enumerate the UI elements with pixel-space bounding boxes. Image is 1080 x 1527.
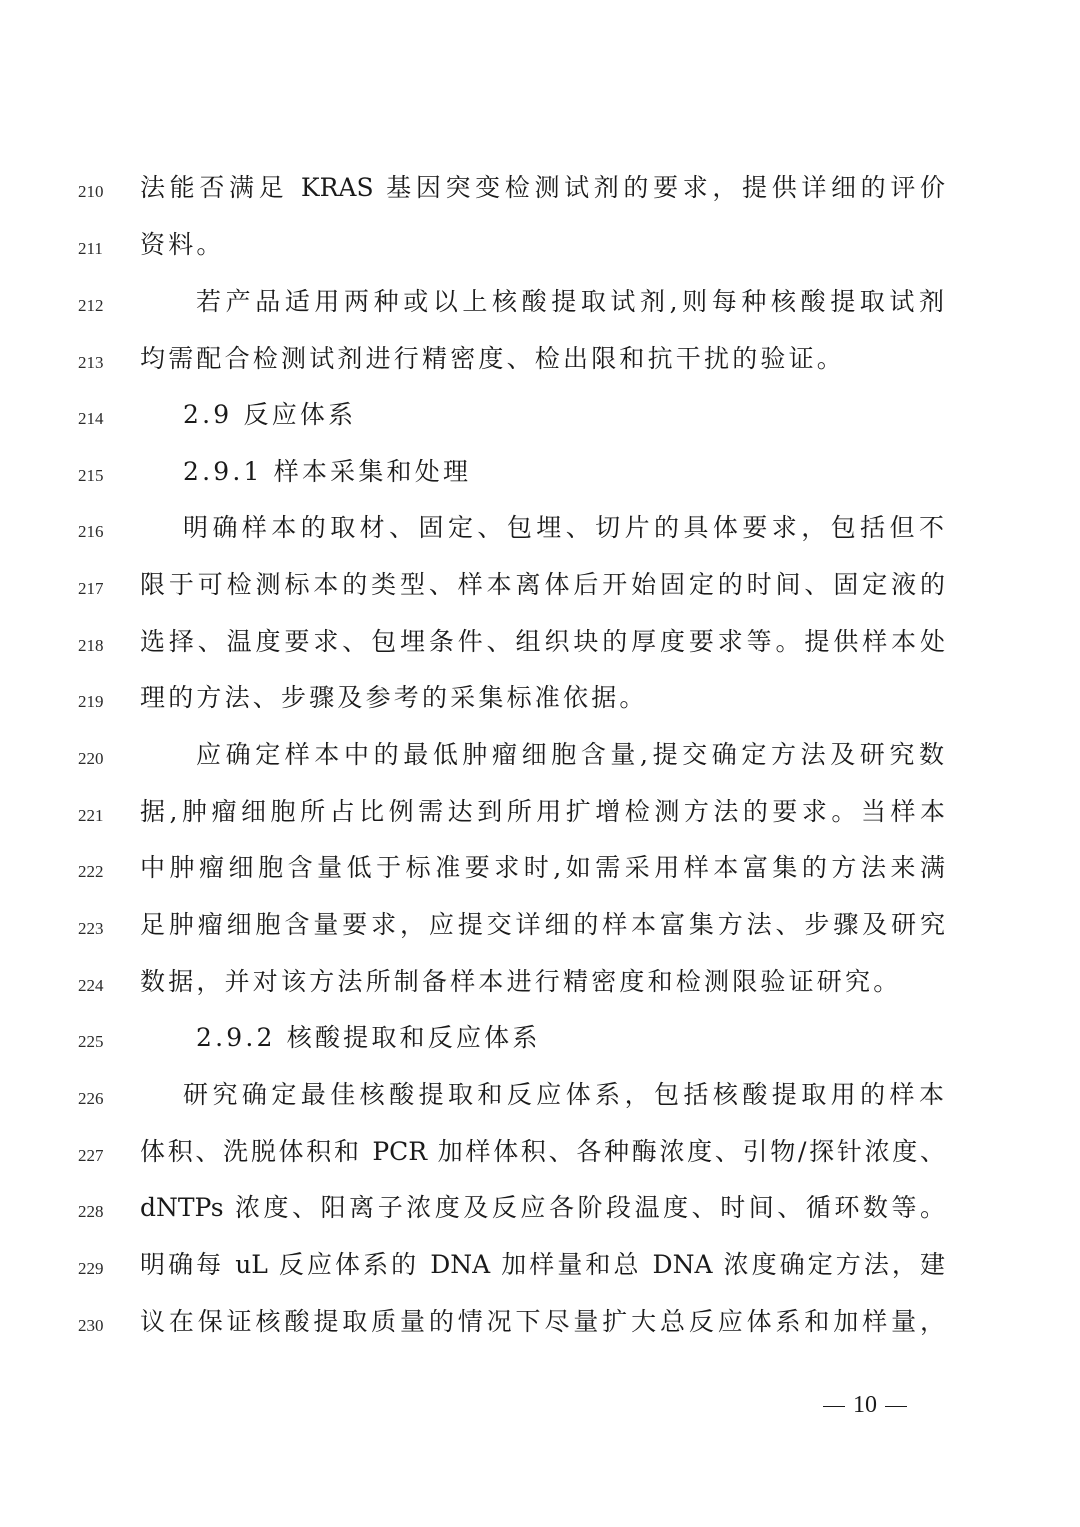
line-number: 211 — [78, 239, 103, 258]
line-text: 体积、洗脱体积和 PCR 加样体积、各种酶浓度、引物/探针浓度、 — [140, 1137, 945, 1166]
text-line — [0, 282, 1080, 322]
line-text: 法能否满足 KRAS 基因突变检测试剂的要求，提供详细的评价 — [140, 173, 945, 202]
line-text: dNTPs 浓度、阳离子浓度及反应各阶段温度、时间、循环数等。 — [140, 1193, 945, 1222]
text-line — [0, 339, 1080, 379]
text-line — [0, 622, 1080, 662]
line-text: 明确每 uL 反应体系的 DNA 加样量和总 DNA 浓度确定方法，建 — [140, 1250, 945, 1279]
line-text: 研究确定最佳核酸提取和反应体系，包括核酸提取用的样本 — [183, 1080, 944, 1109]
line-text: 据,肿瘤细胞所占比例需达到所用扩增检测方法的要求。当样本 — [140, 797, 945, 826]
text-line — [0, 678, 1080, 718]
text-line — [0, 1188, 1080, 1228]
line-number: 227 — [78, 1146, 104, 1165]
line-text: 若产品适用两种或以上核酸提取试剂,则每种核酸提取试剂 — [196, 287, 944, 316]
line-number: 212 — [78, 296, 104, 315]
line-number: 226 — [78, 1089, 104, 1108]
text-line — [0, 225, 1080, 265]
footer-dash-right — [885, 1406, 907, 1408]
text-line — [0, 1302, 1080, 1342]
section-heading: 2.9 反应体系 — [183, 400, 357, 429]
section-heading: 2.9.2 核酸提取和反应体系 — [196, 1023, 541, 1052]
line-number: 219 — [78, 692, 104, 711]
line-number: 215 — [78, 466, 104, 485]
text-line — [0, 452, 1080, 492]
line-number: 210 — [78, 182, 104, 201]
text-line — [0, 962, 1080, 1002]
line-number: 224 — [78, 976, 104, 995]
text-line — [0, 905, 1080, 945]
line-number: 213 — [78, 353, 104, 372]
text-line — [0, 1018, 1080, 1058]
text-line — [0, 1075, 1080, 1115]
text-line — [0, 508, 1080, 548]
section-heading: 2.9.1 样本采集和处理 — [183, 457, 472, 486]
text-line — [0, 1132, 1080, 1172]
text-line — [0, 168, 1080, 208]
footer-dash-left — [823, 1406, 845, 1408]
line-number: 216 — [78, 522, 104, 541]
line-text: 议在保证核酸提取质量的情况下尽量扩大总反应体系和加样量， — [140, 1307, 945, 1336]
line-text: 数据，并对该方法所制备样本进行精密度和检测限验证研究。 — [140, 967, 902, 996]
line-number: 229 — [78, 1259, 104, 1278]
line-number: 221 — [78, 806, 104, 825]
text-line — [0, 565, 1080, 605]
line-text: 资料。 — [140, 230, 225, 259]
line-text: 应确定样本中的最低肿瘤细胞含量,提交确定方法及研究数 — [196, 740, 944, 769]
line-text: 中肿瘤细胞含量低于标准要求时,如需采用样本富集的方法来满 — [140, 853, 945, 882]
text-line — [0, 792, 1080, 832]
text-line — [0, 1245, 1080, 1285]
page-number: 10 — [853, 1392, 877, 1418]
line-text: 明确样本的取材、固定、包埋、切片的具体要求，包括但不 — [183, 513, 944, 542]
line-number: 223 — [78, 919, 104, 938]
line-number: 225 — [78, 1032, 104, 1051]
line-number: 220 — [78, 749, 104, 768]
line-text: 足肿瘤细胞含量要求，应提交详细的样本富集方法、步骤及研究 — [140, 910, 945, 939]
line-text: 限于可检测标本的类型、样本离体后开始固定的时间、固定液的 — [140, 570, 945, 599]
line-number: 218 — [78, 636, 104, 655]
line-number: 214 — [78, 409, 104, 428]
text-line — [0, 395, 1080, 435]
line-number: 230 — [78, 1316, 104, 1335]
text-line — [0, 735, 1080, 775]
line-text: 选择、温度要求、包埋条件、组织块的厚度要求等。提供样本处 — [140, 627, 945, 656]
page-footer — [810, 1388, 920, 1422]
line-number: 217 — [78, 579, 104, 598]
line-text: 均需配合检测试剂进行精密度、检出限和抗干扰的验证。 — [140, 344, 846, 373]
line-number: 228 — [78, 1202, 104, 1221]
text-line — [0, 848, 1080, 888]
line-number: 222 — [78, 862, 104, 881]
line-text: 理的方法、步骤及参考的采集标准依据。 — [140, 683, 648, 712]
